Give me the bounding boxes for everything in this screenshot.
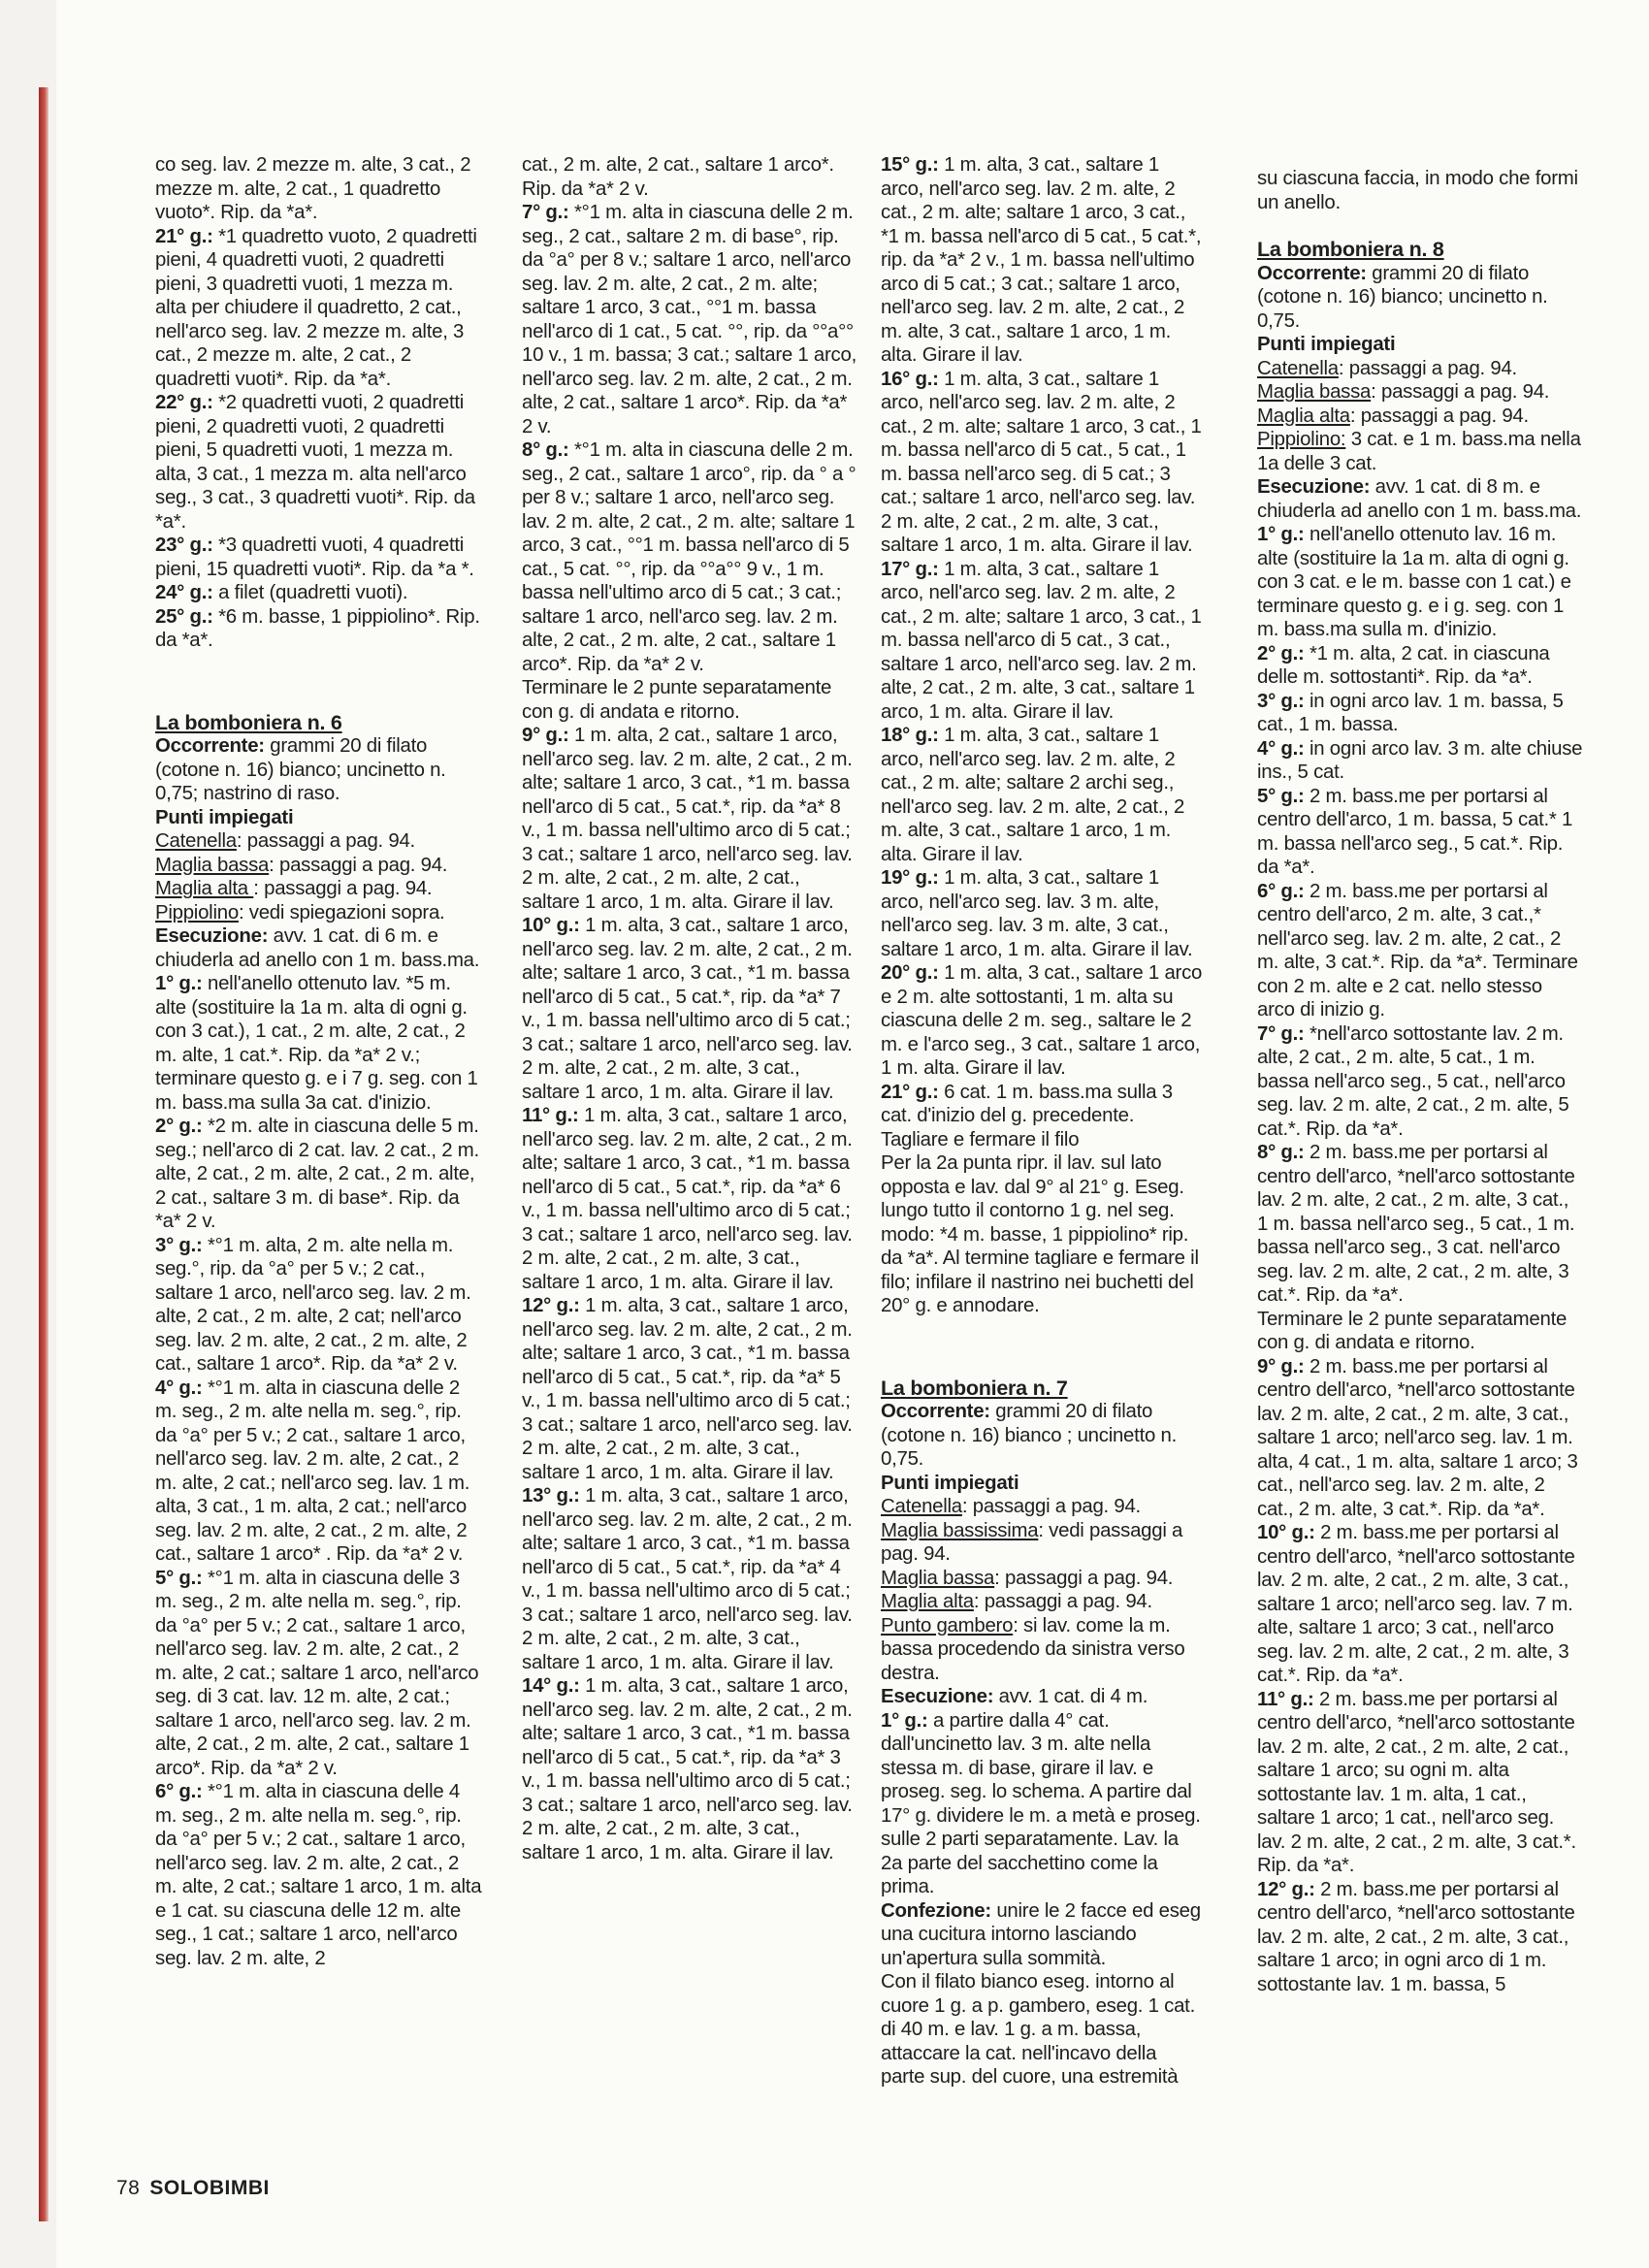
paragraph-text: *°1 m. alta, 2 m. alte nella m. seg.°, rip. da °a° per 5 v.; 2 cat., saltare 1 arco, nell'arco seg. lav. 2 m. alte, 2 cat., 2 m. alte, 2 cat; nell'arco seg. lav. 2 m. alte, 2 cat., 2 m. alte, 2 cat., saltare 1 arco*. Rip. da *a* 2 v. [155, 1234, 471, 1375]
paragraph-text: 2 m. bass.me per portarsi al centro dell'arco, *nell'arco sottostante lav. 2 m. alte, 2 cat., 2 m. alte, 3 cat., saltare 1 arco; nell'arco seg. lav. 1 m. alta, 4 cat., 1 m. alta, saltare 1 arco; 3 cat., nell'arco seg. lav. 2 m. alte, 2 cat., 2 m. alte, 3 cat.*. Rip. da *a*. [1257, 1355, 1578, 1520]
paragraph-text: *°1 m. alta in ciascuna delle 2 m. seg., 2 cat., saltare 2 m. di base°, rip. da °a° per 8 v.; saltare 1 arco, nell'arco seg. lav. 2 m. alte, 2 cat., 2 m. alte; saltare 1 arco, 3 cat., °°1 m. bassa nell'arco di 1 cat., 5 cat. °°, rip. da °°a°° 10 v., 1 m. bassa; 3 cat.; saltare 1 arco, nell'arco seg. lav. 2 m. alte, 2 cat., 2 m. alte, 2 cat., saltare 1 arco*. Rip. da *a* 2 v. [522, 202, 857, 437]
paragraph-text: : passaggi a pag. 94. [236, 830, 415, 852]
paragraph-lead: Confezione: [881, 1899, 991, 1922]
paragraph [155, 924, 485, 972]
paragraph [155, 581, 485, 605]
paragraph-lead: Punti impiegati [1257, 334, 1396, 355]
paragraph [881, 1899, 1205, 1971]
paragraph-text: : si lav. come la m. bassa procedendo da sinistra verso destra. [881, 1614, 1185, 1684]
paragraph-lead: 8° g.: [522, 439, 569, 461]
paragraph [1257, 1521, 1583, 1688]
paragraph-lead: 3° g.: [155, 1234, 203, 1256]
paragraph-text: 1 m. alta, 3 cat., saltare 1 arco, nell'arco seg. lav. 2 m. alte, 2 cat., 2 m. alte; saltare 1 arco, 3 cat., *1 m. bassa nell'arco di 5 cat., 5 cat.*, rip. da *a* 4 v., 1 m. bassa nell'ultimo arco di 5 cat.; 3 cat.; saltare 1 arco, nell'arco seg. lav. 2 m. alte, 2 cat., 2 m. alte, 3 cat., saltare 1 arco, 1 m. alta. Girare il lav. [522, 1485, 853, 1673]
paragraph-lead: Occorrente: [881, 1401, 990, 1422]
paragraph-text: *3 quadretti vuoti, 4 quadretti pieni, 15 quadretti vuoti*. Rip. da *a *. [155, 535, 474, 580]
paragraph [1257, 1308, 1583, 1355]
paragraph [1257, 475, 1583, 523]
paragraph-spacer [1257, 214, 1583, 238]
paragraph [881, 1081, 1205, 1152]
paragraph [155, 854, 485, 878]
paragraph [881, 1151, 1205, 1318]
paragraph-text: 2 m. bass.me per portarsi al centro dell'arco, *nell'arco sottostante lav. 2 m. alte, 2 cat., 2 m. alte, 2 cat., saltare 1 arco; su ogni m. alta sottostante lav. 1 m. alta, 1 cat., saltare 1 arco; 1 cat., nell'arco seg. lav. 2 m. alte, 2 cat., 2 m. alte, 3 cat.*. Rip. da *a*. [1257, 1688, 1576, 1876]
paragraph-text: : passaggi a pag. 94. [253, 878, 433, 899]
paragraph [1257, 690, 1583, 737]
paragraph-lead: Esecuzione: [1257, 476, 1371, 498]
magazine-name: SOLOBIMBI [149, 2177, 270, 2199]
paragraph-lead: 15° g.: [881, 154, 939, 176]
paragraph-lead: 21° g.: [155, 225, 213, 247]
paragraph [881, 1709, 1205, 1899]
paragraph [155, 901, 485, 925]
paragraph-text: : passaggi a pag. 94. [994, 1567, 1174, 1589]
paragraph [881, 1590, 1205, 1614]
paragraph [881, 1472, 1205, 1496]
paragraph [155, 1780, 485, 1970]
paragraph-lead: 25° g.: [155, 605, 213, 628]
paragraph-text: cat., 2 m. alte, 2 cat., saltare 1 arco*. Rip. da *a* 2 v. [522, 154, 834, 200]
paragraph [1257, 1141, 1583, 1308]
page-footer [116, 2177, 270, 2200]
paragraph-text: 2 m. bass.me per portarsi al centro dell'arco, *nell'arco sottostante lav. 2 m. alte, 2 cat., 2 m. alte, 3 cat., saltare 1 arco; in ogni arco di 1 m. sottostante lav. 1 m. bassa, 5 [1257, 1878, 1575, 1995]
paragraph [881, 1519, 1205, 1567]
paragraph [522, 438, 857, 676]
paragraph [1257, 737, 1583, 785]
paragraph-text: Terminare le 2 punte separatamente con g. di andata e ritorno. [522, 677, 832, 723]
paragraph-text: : passaggi a pag. 94. [1338, 357, 1517, 379]
paragraph-text: unire le 2 facce ed eseg una cucitura intorno lasciando un'apertura sulla sommità. [881, 1899, 1201, 1969]
paragraph [155, 972, 485, 1115]
stitch-name: Pippiolino: [1257, 429, 1346, 450]
paragraph-text: Per la 2a punta ripr. il lav. sul lato opposta e lav. dal 9° al 21° g. Eseg. lungo tutto il contorno 1 g. nel seg. modo: *4 m. basse, 1 pippiolino* rip. da *a*. Al termine tagliare e fermare il filo; infilare il nastrino nei buchetti del 20° g. e annodare. [881, 1152, 1199, 1316]
paragraph [881, 1970, 1205, 2090]
paragraph-text: *°1 m. alta in ciascuna delle 4 m. seg., 2 m. alte nella m. seg.°, rip. da °a° per 5 v.; 2 cat., saltare 1 arco, nell'arco seg. lav. 2 m. alte, 2 cat., 2 m. alte, 2 cat.; saltare 1 arco, 1 m. alta e 1 cat. su ciascuna delle 12 m. alte seg., 1 cat.; saltare 1 arco, nell'arco seg. lav. 2 m. alte, 2 [155, 1781, 482, 1969]
paragraph-lead: 11° g.: [1257, 1688, 1314, 1710]
paragraph [155, 1377, 485, 1567]
paragraph-text: *°1 m. alta in ciascuna delle 3 m. seg., 2 m. alte nella m. seg.°, rip. da °a° per 5 v.; 2 cat., saltare 1 arco, nell'arco seg. lav. 2 m. alte, 2 cat., 2 m. alte, 2 cat.; saltare 1 arco, nell'arco seg. di 3 cat. lav. 12 m. alte, 2 cat.; saltare 1 arco, nell'arco seg. lav. 2 m. alte, 2 cat., 2 m. alte, 2 cat., saltare 1 arco*. Rip. da *a* 2 v. [155, 1567, 479, 1779]
stitch-name: Maglia alta [1257, 405, 1350, 427]
paragraph-lead: 1° g.: [881, 1709, 928, 1732]
paragraph-lead: 5° g.: [1257, 785, 1305, 807]
text-column-1 [155, 153, 485, 1970]
paragraph [522, 914, 857, 1104]
paragraph-lead: 6° g.: [155, 1781, 203, 1802]
paragraph [1257, 1022, 1583, 1142]
paragraph-text: 1 m. alta, 3 cat., saltare 1 arco, nell'arco seg. lav. 2 m. alte, 2 cat., 2 m. alte; saltare 1 arco, 3 cat., *1 m. bassa nell'arco di 5 cat., 5 cat.*, rip. da *a* 3 v., 1 m. bassa nell'ultimo arco di 5 cat.; 3 cat.; saltare 1 arco, nell'arco seg. lav. 2 m. alte, 2 cat., 2 m. alte, 3 cat., saltare 1 arco, 1 m. alta. Girare il lav. [522, 1675, 853, 1863]
paragraph [1257, 167, 1583, 214]
paragraph-text: : passaggi a pag. 94. [269, 854, 448, 876]
paragraph-text: : vedi spiegazioni sopra. [238, 901, 445, 923]
paragraph [155, 153, 485, 225]
paragraph [522, 676, 857, 724]
paragraph-text: grammi 20 di filato (cotone n. 16) bianco; uncinetto n. 0,75. [1257, 262, 1548, 332]
section-heading: La bomboniera n. 8 [1257, 238, 1444, 261]
paragraph-text: *1 m. alta, 2 cat. in ciascuna delle m. sottostanti*. Rip. da *a*. [1257, 642, 1550, 688]
paragraph [522, 1484, 857, 1674]
paragraph-lead: 1° g.: [155, 973, 203, 994]
paragraph-text: 1 m. alta, 3 cat., saltare 1 arco e 2 m. alte sottostanti, 1 m. alta su ciascuna delle 2 m. seg., saltare le 2 m. e l'arco seg., 3 cat., saltare 1 arco, 1 m. alta. Girare il lav. [881, 962, 1203, 1079]
paragraph-lead: 12° g.: [1257, 1878, 1315, 1900]
paragraph-text: Terminare le 2 punte separatamente con g. di andata e ritorno. [1257, 1308, 1568, 1353]
paragraph-lead: 7° g.: [522, 202, 569, 223]
paragraph [1257, 380, 1583, 405]
paragraph-text: *2 quadretti vuoti, 2 quadretti pieni, 2 quadretti vuoti, 2 quadretti pieni, 5 quadretti vuoti, 1 mezza m. alta, 3 cat., 1 mezza m. alta nell'arco seg., 3 cat., 3 quadretti vuoti*. Rip. da *a*. [155, 392, 475, 533]
paragraph-text: : passaggi a pag. 94. [961, 1496, 1141, 1517]
paragraph-lead: 10° g.: [1257, 1522, 1315, 1543]
paragraph [1257, 880, 1583, 1022]
paragraph [522, 1674, 857, 1864]
paragraph-text: *°1 m. alta in ciascuna delle 2 m. seg., 2 cat., saltare 1 arco°, rip. da ° a ° per 8 v.; saltare 1 arco, nell'arco seg. lav. 2 m. alte, 2 cat., 2 m. alte; saltare 1 arco, 3 cat., °°1 m. bassa nell'arco di 5 cat., 5 cat. °°, rip. da °°a°° 9 v., 1 m. bassa nell'ultimo arco di 5 cat.; 3 cat.; saltare 1 arco, nell'arco seg. lav. 2 m. alte, 2 cat., 2 m. alte, 2 cat., saltare 1 arco*. Rip. da *a* 2 v. [522, 439, 857, 675]
text-column-3 [881, 153, 1205, 2090]
paragraph [881, 153, 1205, 368]
paragraph-lead: Esecuzione: [155, 925, 269, 947]
paragraph-text: avv. 1 cat. di 6 m. e chiuderla ad anello con 1 m. bass.ma. [155, 925, 480, 971]
stitch-name: Punto gambero [881, 1614, 1014, 1636]
paragraph-lead: 11° g.: [522, 1105, 579, 1126]
paragraph-text: 2 m. bass.me per portarsi al centro dell'arco, *nell'arco sottostante lav. 2 m. alte, 2 cat., 2 m. alte, 3 cat., 1 m. bassa nell'arco seg., 5 cat., 1 m. bassa nell'arco seg., 3 cat. nell'arco seg. lav. 2 m. alte, 2 cat., 2 m. alte, 3 cat.*. Rip. da *a*. [1257, 1142, 1575, 1306]
text-column-4 [1257, 167, 1583, 1996]
paragraph-lead: 8° g.: [1257, 1142, 1305, 1163]
paragraph-lead: 7° g.: [1257, 1022, 1305, 1045]
paragraph [881, 1567, 1205, 1591]
stitch-name: Maglia alta [881, 1591, 974, 1612]
paragraph [1257, 405, 1583, 429]
paragraph-text: 1 m. alta, 2 cat., saltare 1 arco, nell'arco seg. lav. 2 m. alte, 2 cat., 2 m. alte; saltare 1 arco, 3 cat., *1 m. bassa nell'arco di 5 cat., 5 cat.*, rip. da *a* 8 v., 1 m. bassa nell'ultimo arco di 5 cat.; 3 cat.; saltare 1 arco, nell'arco seg. lav. 2 m. alte, 2 cat., 2 m. alte, 2 cat., saltare 1 arco, 1 m. alta. Girare il lav. [522, 725, 853, 913]
paragraph [1257, 1878, 1583, 1997]
page-number: 78 [116, 2177, 141, 2199]
paragraph-text: 2 m. bass.me per portarsi al centro dell'arco, 2 m. alte, 3 cat.,* nell'arco seg. lav. 2 m. alte, 2 cat., 2 m. alte, 3 cat.*. Rip. da *a*. Terminare con 2 m. alte e 2 cat. nello stesso arco di inizio g. [1257, 880, 1578, 1021]
paragraph-lead: 10° g.: [522, 915, 580, 936]
paragraph-text: *6 m. basse, 1 pippiolino*. Rip. da *a*. [155, 605, 480, 651]
paragraph-text: 1 m. alta, 3 cat., saltare 1 arco, nell'arco seg. lav. 2 m. alte, 2 cat., 2 m. alte; saltare 1 arco, 3 cat., 1 m. bassa nell'arco di 5 cat., 3 cat., saltare 1 arco, nell'arco seg. lav. 2 m. alte, 2 cat., 2 m. alte, 3 cat., saltare 1 arco, 1 m. alta. Girare il lav. [881, 558, 1202, 723]
paragraph-text: : vedi passaggi a pag. 94. [881, 1519, 1183, 1565]
paragraph [881, 961, 1205, 1081]
paragraph-lead: 5° g.: [155, 1567, 203, 1589]
paragraph-text: nell'anello ottenuto lav. 16 m. alte (sostituire la 1a m. alta di ogni g. con 3 cat. e le m. basse con 1 cat.) e terminare questo g. e i g. seg. con 1 m. bass.ma sulla m. d'inizio. [1257, 524, 1571, 640]
paragraph [522, 1104, 857, 1294]
paragraph-text: in ogni arco lav. 1 m. bassa, 5 cat., 1 m. bassa. [1257, 690, 1564, 735]
paragraph-text: 3 cat. e 1 m. bass.ma nella 1a delle 3 cat. [1257, 429, 1581, 474]
paragraph [522, 1294, 857, 1484]
paragraph-text: 1 m. alta, 3 cat., saltare 1 arco, nell'arco seg. lav. 2 m. alte, 2 cat., 2 m. alte; saltare 1 arco, 3 cat., *1 m. bassa nell'arco di 5 cat., 5 cat.*, rip. da *a* 2 v., 1 m. bassa nell'ultimo arco di 5 cat.; 3 cat.; saltare 1 arco, nell'arco seg. lav. 2 m. alte, 2 cat., 2 m. alte, 3 cat., saltare 1 arco, 1 m. alta. Girare il lav. [881, 154, 1202, 366]
paragraph-lead: 16° g.: [881, 368, 939, 390]
paragraph-lead: 18° g.: [881, 725, 939, 746]
page-binding-edge [39, 87, 48, 2221]
paragraph-lead: 13° g.: [522, 1485, 580, 1507]
paragraph [1257, 262, 1583, 334]
paragraph-text: su ciascuna faccia, in modo che formi un anello. [1257, 168, 1578, 213]
paragraph [155, 534, 485, 581]
paragraph-lead: 22° g.: [155, 392, 213, 413]
stitch-name: Pippiolino [155, 901, 239, 923]
paragraph [155, 829, 485, 854]
paragraph-lead: 20° g.: [881, 962, 939, 984]
paragraph [155, 1115, 485, 1234]
paragraph-text: : passaggi a pag. 94. [973, 1591, 1152, 1612]
paragraph-text: avv. 1 cat. di 8 m. e chiuderla ad anello con 1 m. bass.ma. [1257, 476, 1582, 522]
paragraph-text: 1 m. alta, 3 cat., saltare 1 arco, nell'arco seg. lav. 2 m. alte, 2 cat., 2 m. alte; saltare 1 arco, 3 cat., *1 m. bassa nell'arco di 5 cat., 5 cat.*, rip. da *a* 5 v., 1 m. bassa nell'ultimo arco di 5 cat.; 3 cat.; saltare 1 arco, nell'arco seg. lav. 2 m. alte, 2 cat., 2 m. alte, 3 cat., saltare 1 arco, 1 m. alta. Girare il lav. [522, 1295, 853, 1483]
paragraph-lead: Occorrente: [1257, 262, 1367, 284]
section-heading: La bomboniera n. 6 [155, 710, 342, 734]
paragraph [1257, 642, 1583, 690]
paragraph-text: grammi 20 di filato (cotone n. 16) bianco; uncinetto n. 0,75; nastrino di raso. [155, 735, 446, 804]
paragraph-lead: 19° g.: [881, 867, 939, 889]
paragraph-text: *1 quadretto vuoto, 2 quadretti pieni, 4 quadretti vuoti, 2 quadretti pieni, 3 quadretti vuoti, 1 mezza m. alta per chiudere il quadretto, 2 cat., nell'arco seg. lav. 2 mezze m. alte, 3 cat., 2 mezze m. alte, 2 cat., 2 quadretti vuoti*. Rip. da *a*. [155, 225, 477, 390]
paragraph [1257, 785, 1583, 880]
paragraph-lead: 9° g.: [522, 725, 569, 746]
paragraph-text: in ogni arco lav. 3 m. alte chiuse ins., 5 cat. [1257, 737, 1583, 783]
paragraph-lead: Punti impiegati [155, 806, 294, 828]
paragraph [1257, 1688, 1583, 1878]
paragraph-lead: 9° g.: [1257, 1355, 1305, 1377]
stitch-name: Maglia alta [155, 878, 254, 899]
paragraph [881, 368, 1205, 558]
paragraph-text: : passaggi a pag. 94. [1349, 405, 1529, 427]
paragraph-lead: 4° g.: [1257, 737, 1305, 760]
paragraph-text: nell'anello ottenuto lav. *5 m. alte (sostituire la 1a m. alta di ogni g. con 3 cat.), 1 cat., 2 m. alte, 2 cat., 2 m. alte, 1 cat.*. Rip. da *a* 2 v.; terminare questo g. e i 7 g. seg. con 1 m. bass.ma sulla 3a cat. d'inizio. [155, 973, 478, 1114]
paragraph-text: : passaggi a pag. 94. [1371, 381, 1550, 403]
paragraph [881, 558, 1205, 725]
stitch-name: Maglia bassa [1257, 381, 1372, 403]
paragraph [881, 1400, 1205, 1472]
paragraph [1257, 1355, 1583, 1522]
paragraph-text: co seg. lav. 2 mezze m. alte, 3 cat., 2 mezze m. alte, 2 cat., 1 quadretto vuoto*. Rip. da *a*. [155, 154, 471, 223]
paragraph-lead: Punti impiegati [881, 1472, 1019, 1494]
paragraph-lead: 2° g.: [1257, 642, 1305, 664]
paragraph [1257, 428, 1583, 475]
paragraph-lead: 6° g.: [1257, 880, 1305, 902]
section-heading: La bomboniera n. 7 [881, 1376, 1068, 1400]
paragraph [881, 1614, 1205, 1686]
paragraph-lead: 12° g.: [522, 1295, 580, 1316]
paragraph-lead: 23° g.: [155, 535, 213, 556]
paragraph [881, 866, 1205, 961]
paragraph [155, 1234, 485, 1377]
stitch-name: Maglia bassa [881, 1567, 995, 1589]
stitch-name: Catenella [1257, 357, 1339, 379]
paragraph-text: 1 m. alta, 3 cat., saltare 1 arco, nell'arco seg. lav. 3 m. alte, nell'arco seg. lav. 3 m. alte, 3 cat., saltare 1 arco, 1 m. alta. Girare il lav. [881, 867, 1193, 960]
paragraph [155, 734, 485, 806]
paragraph-lead: 21° g.: [881, 1081, 939, 1103]
paragraph-lead: 4° g.: [155, 1377, 203, 1399]
paragraph [522, 153, 857, 201]
paragraph-spacer [881, 1318, 1205, 1377]
paragraph-text: a partire dalla 4° cat. dall'uncinetto lav. 3 m. alte nella stessa m. di base, girare il lav. e proseg. seg. lo schema. A partire dal 17° g. dividere le m. a metà e proseg. sulle 2 parti separatamente. Lav. la 2a parte del sacchettino come la prima. [881, 1709, 1201, 1897]
paragraph [1257, 357, 1583, 381]
paragraph-text: 2 m. bass.me per portarsi al centro dell'arco, 1 m. bassa, 5 cat.* 1 m. bassa nell'arco seg., 5 cat.*. Rip. da *a*. [1257, 785, 1573, 878]
paragraph-lead: Occorrente: [155, 735, 265, 757]
paragraph-text: *nell'arco sottostante lav. 2 m. alte, 2 cat., 2 m. alte, 5 cat., 1 m. bassa nell'arco seg., 5 cat., nell'arco seg. lav. 2 m. alte, 2 cat., 2 m. alte, 5 cat.*. Rip. da *a*. [1257, 1022, 1569, 1140]
stitch-name: Maglia bassa [155, 854, 270, 876]
paragraph [155, 877, 485, 901]
paragraph-text: 1 m. alta, 3 cat., saltare 1 arco, nell'arco seg. lav. 2 m. alte, 2 cat., 2 m. alte; saltare 2 archi seg., nell'arco seg. lav. 2 m. alte, 2 cat., 2 m. alte, 3 cat., saltare 1 arco, 1 m. alta. Girare il lav. [881, 725, 1185, 865]
paragraph-text: *°1 m. alta in ciascuna delle 2 m. seg., 2 m. alte nella m. seg.°, rip. da °a° per 5 v.; 2 cat., saltare 1 arco, nell'arco seg. lav. 2 m. alte, 2 cat., 2 m. alte, 2 cat.; nell'arco seg. lav. 1 m. alta, 3 cat., 1 m. alta, 2 cat.; nell'arco seg. lav. 2 m. alte, 2 cat., 2 m. alte, 2 cat., saltare 1 arco* . Rip. da *a* 2 v. [155, 1377, 470, 1565]
paragraph [522, 724, 857, 914]
paragraph [881, 724, 1205, 866]
stitch-name: Maglia bassissima [881, 1519, 1039, 1541]
text-column-2 [522, 153, 857, 1864]
paragraph [155, 605, 485, 653]
paragraph [155, 806, 485, 830]
stitch-name: Catenella [881, 1496, 962, 1517]
paragraph-text: *2 m. alte in ciascuna delle 5 m. seg.; nell'arco di 2 cat. lav. 2 cat., 2 m. alte, 2 cat., 2 m. alte, 2 cat., 2 m. alte, 2 cat., saltare 3 m. di base*. Rip. da *a* 2 v. [155, 1116, 479, 1232]
paragraph [881, 1685, 1205, 1709]
paragraph-lead: 14° g.: [522, 1675, 580, 1697]
paragraph-text: a filet (quadretti vuoti). [212, 582, 408, 603]
paragraph-text: 1 m. alta, 3 cat., saltare 1 arco, nell'arco seg. lav. 2 m. alte, 2 cat., 2 m. alte; saltare 1 arco, 3 cat., 1 m. bassa nell'arco di 5 cat., 5 cat., 1 m. bassa nell'arco seg. di 5 cat.; 3 cat.; saltare 1 arco, nell'arco seg. lav. 2 m. alte, 2 cat., 2 m. alte, 3 cat., saltare 1 arco, 1 m. alta. Girare il lav. [881, 368, 1202, 556]
paragraph-lead: 24° g.: [155, 582, 213, 603]
paragraph-spacer [155, 653, 485, 711]
paragraph-text: 1 m. alta, 3 cat., saltare 1 arco, nell'arco seg. lav. 2 m. alte, 2 cat., 2 m. alte; saltare 1 arco, 3 cat., *1 m. bassa nell'arco di 5 cat., 5 cat.*, rip. da *a* 7 v., 1 m. bassa nell'ultimo arco di 5 cat.; 3 cat.; saltare 1 arco, nell'arco seg. lav. 2 m. alte, 2 cat., 2 m. alte, 3 cat., saltare 1 arco, 1 m. alta. Girare il lav. [522, 915, 853, 1103]
paragraph [881, 1495, 1205, 1519]
paragraph-text: Con il filato bianco eseg. intorno al cuore 1 g. a p. gambero, eseg. 1 cat. di 40 m. e lav. 1 g. a m. bassa, attaccare la cat. nell'incavo della parte sup. del cuore, una estremità [881, 1971, 1195, 2088]
paragraph [155, 225, 485, 392]
stitch-name: Catenella [155, 830, 237, 852]
paragraph-lead: 1° g.: [1257, 524, 1305, 545]
paragraph-text: 2 m. bass.me per portarsi al centro dell'arco, *nell'arco sottostante lav. 2 m. alte, 2 cat., 2 m. alte, 3 cat., saltare 1 arco; nell'arco seg. lav. 7 m. alte, saltare 1 arco; 3 cat., nell'arco seg. lav. 2 m. alte, 2 cat., 2 m. alte, 3 cat.*. Rip. da *a*. [1257, 1522, 1575, 1686]
paragraph [1257, 333, 1583, 357]
paragraph-text: avv. 1 cat. di 4 m. [993, 1686, 1148, 1707]
paragraph-lead: 3° g.: [1257, 690, 1305, 712]
paragraph [155, 1567, 485, 1781]
paragraph-lead: 2° g.: [155, 1116, 203, 1137]
paragraph [1257, 523, 1583, 642]
paragraph-lead: 17° g.: [881, 558, 939, 580]
paragraph-text: 1 m. alta, 3 cat., saltare 1 arco, nell'arco seg. lav. 2 m. alte, 2 cat., 2 m. alte; saltare 1 arco, 3 cat., *1 m. bassa nell'arco di 5 cat., 5 cat.*, rip. da *a* 6 v., 1 m. bassa nell'ultimo arco di 5 cat.; 3 cat.; saltare 1 arco, nell'arco seg. lav. 2 m. alte, 2 cat., 2 m. alte, 3 cat., saltare 1 arco, 1 m. alta. Girare il lav. [522, 1105, 853, 1293]
paragraph-text: 6 cat. 1 m. bass.ma sulla 3 cat. d'inizio del g. precedente. Tagliare e fermare il filo [881, 1081, 1173, 1150]
paragraph [522, 201, 857, 438]
paragraph-lead: Esecuzione: [881, 1686, 994, 1707]
paragraph [155, 391, 485, 534]
paragraph-text: grammi 20 di filato (cotone n. 16) bianco ; uncinetto n. 0,75. [881, 1401, 1177, 1470]
